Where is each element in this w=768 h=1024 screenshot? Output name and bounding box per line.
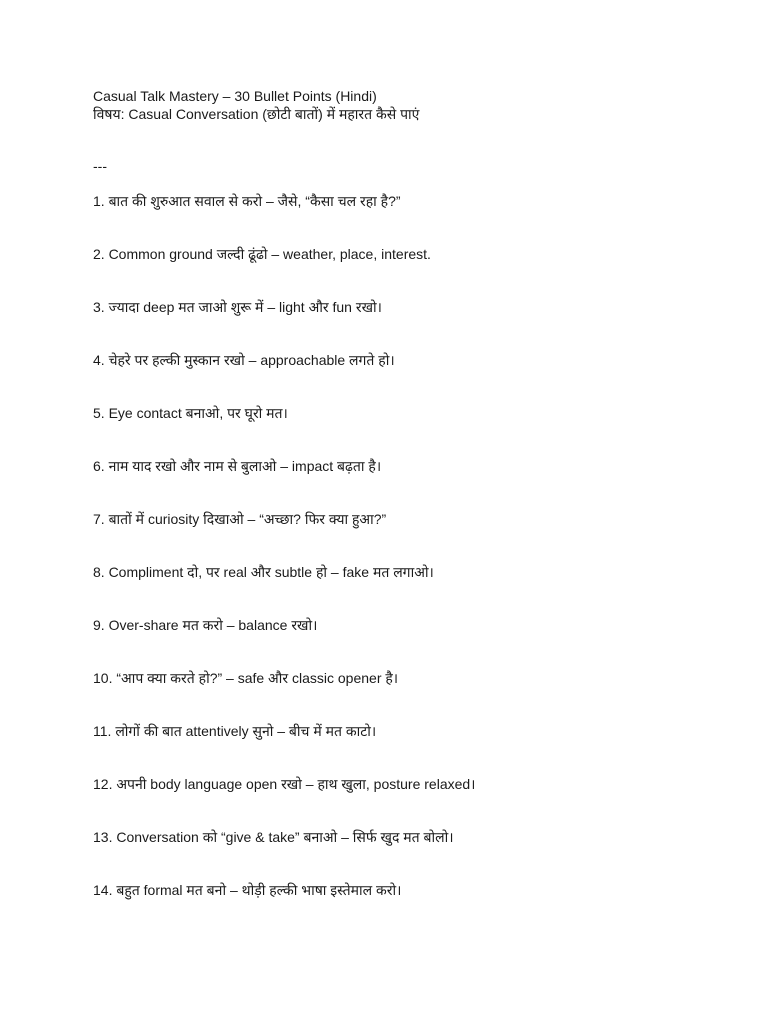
list-item: 6. नाम याद रखो और नाम से बुलाओ – impact बढ़ता है। — [93, 458, 382, 474]
list-item: 5. Eye contact बनाओ, पर घूरो मत। — [93, 405, 288, 421]
list-item: 9. Over-share मत करो – balance रखो। — [93, 617, 318, 633]
list-item: 1. बात की शुरुआत सवाल से करो – जैसे, “कैसा चल रहा है?” — [93, 193, 401, 209]
document-subject: विषय: Casual Conversation (छोटी बातों) में महारत कैसे पाएं — [93, 106, 420, 122]
separator-line: --- — [93, 158, 107, 174]
document-title: Casual Talk Mastery – 30 Bullet Points (Hindi) — [93, 88, 377, 104]
list-item: 13. Conversation को “give & take” बनाओ – सिर्फ खुद मत बोलो। — [93, 829, 454, 845]
list-item: 8. Compliment दो, पर real और subtle हो – fake मत लगाओ। — [93, 564, 434, 580]
list-item: 14. बहुत formal मत बनो – थोड़ी हल्की भाषा इस्तेमाल करो। — [93, 882, 402, 898]
list-item: 12. अपनी body language open रखो – हाथ खुला, posture relaxed। — [93, 776, 476, 792]
list-item: 7. बातों में curiosity दिखाओ – “अच्छा? फिर क्या हुआ?” — [93, 511, 387, 527]
list-item: 4. चेहरे पर हल्की मुस्कान रखो – approachable लगते हो। — [93, 352, 395, 368]
bullet-list — [93, 192, 476, 934]
list-item: 2. Common ground जल्दी ढूंढो – weather, place, interest. — [93, 246, 431, 262]
list-item: 11. लोगों की बात attentively सुनो – बीच में मत काटो। — [93, 723, 377, 739]
list-item: 3. ज्यादा deep मत जाओ शुरू में – light और fun रखो। — [93, 299, 382, 315]
list-item: 10. “आप क्या करते हो?” – safe और classic opener है। — [93, 670, 399, 686]
document-header — [93, 87, 419, 123]
